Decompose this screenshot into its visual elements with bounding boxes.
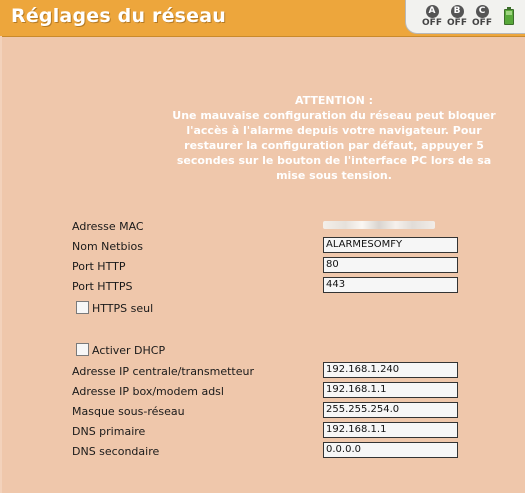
zone-b-status[interactable] bbox=[446, 5, 468, 29]
warning-line: restaurer la configuration par défaut, appuyer 5 bbox=[184, 139, 484, 152]
subnet-mask-field[interactable]: 255.255.254.0 bbox=[323, 402, 458, 418]
dns-primary-label: DNS primaire bbox=[72, 425, 146, 438]
subnet-mask-label: Masque sous-réseau bbox=[72, 405, 185, 418]
mac-address-redaction bbox=[323, 221, 435, 229]
status-panel bbox=[405, 0, 525, 34]
netbios-field[interactable]: ALARMESOMFY bbox=[323, 237, 458, 253]
https-port-label: Port HTTPS bbox=[72, 280, 133, 293]
dns-secondary-label: DNS secondaire bbox=[72, 445, 160, 458]
zone-c-state: OFF bbox=[472, 18, 492, 28]
https-only-label: HTTPS seul bbox=[92, 302, 154, 315]
dhcp-checkbox[interactable] bbox=[76, 343, 89, 356]
zone-b-state: OFF bbox=[447, 18, 467, 28]
battery-icon bbox=[504, 9, 514, 25]
http-port-field[interactable]: 80 bbox=[323, 257, 458, 273]
zone-a-icon: A bbox=[426, 5, 439, 18]
netbios-label: Nom Netbios bbox=[72, 240, 143, 253]
zone-c-status[interactable] bbox=[471, 5, 493, 29]
warning-line: Une mauvaise configuration du réseau peut bloquer bbox=[172, 109, 496, 122]
network-warning bbox=[162, 93, 506, 183]
dhcp-label: Activer DHCP bbox=[92, 344, 166, 357]
left-edge-divider bbox=[0, 36, 2, 493]
page-title: Réglages du réseau bbox=[11, 5, 227, 27]
ip-central-field[interactable]: 192.168.1.240 bbox=[323, 362, 458, 378]
ip-box-label: Adresse IP box/modem adsl bbox=[72, 385, 224, 398]
warning-line: l'accès à l'alarme depuis votre navigateur. Pour bbox=[186, 124, 482, 137]
dns-primary-field[interactable]: 192.168.1.1 bbox=[323, 422, 458, 438]
ip-box-field[interactable]: 192.168.1.1 bbox=[323, 382, 458, 398]
https-port-field[interactable]: 443 bbox=[323, 277, 458, 293]
ip-central-label: Adresse IP centrale/transmetteur bbox=[72, 365, 255, 378]
zone-a-status[interactable] bbox=[421, 5, 443, 29]
zone-b-icon: B bbox=[451, 5, 464, 18]
warning-line: mise sous tension. bbox=[276, 169, 392, 182]
zone-c-icon: C bbox=[476, 5, 489, 18]
zone-a-state: OFF bbox=[422, 18, 442, 28]
https-only-checkbox[interactable] bbox=[76, 301, 89, 314]
mac-address-label: Adresse MAC bbox=[72, 220, 144, 233]
warning-line: ATTENTION : bbox=[294, 94, 374, 107]
page-header bbox=[0, 0, 525, 37]
mac-address-value bbox=[323, 219, 441, 233]
warning-line: secondes sur le bouton de l'interface PC lors de sa bbox=[176, 154, 492, 167]
http-port-label: Port HTTP bbox=[72, 260, 126, 273]
dns-secondary-field[interactable]: 0.0.0.0 bbox=[323, 442, 458, 458]
